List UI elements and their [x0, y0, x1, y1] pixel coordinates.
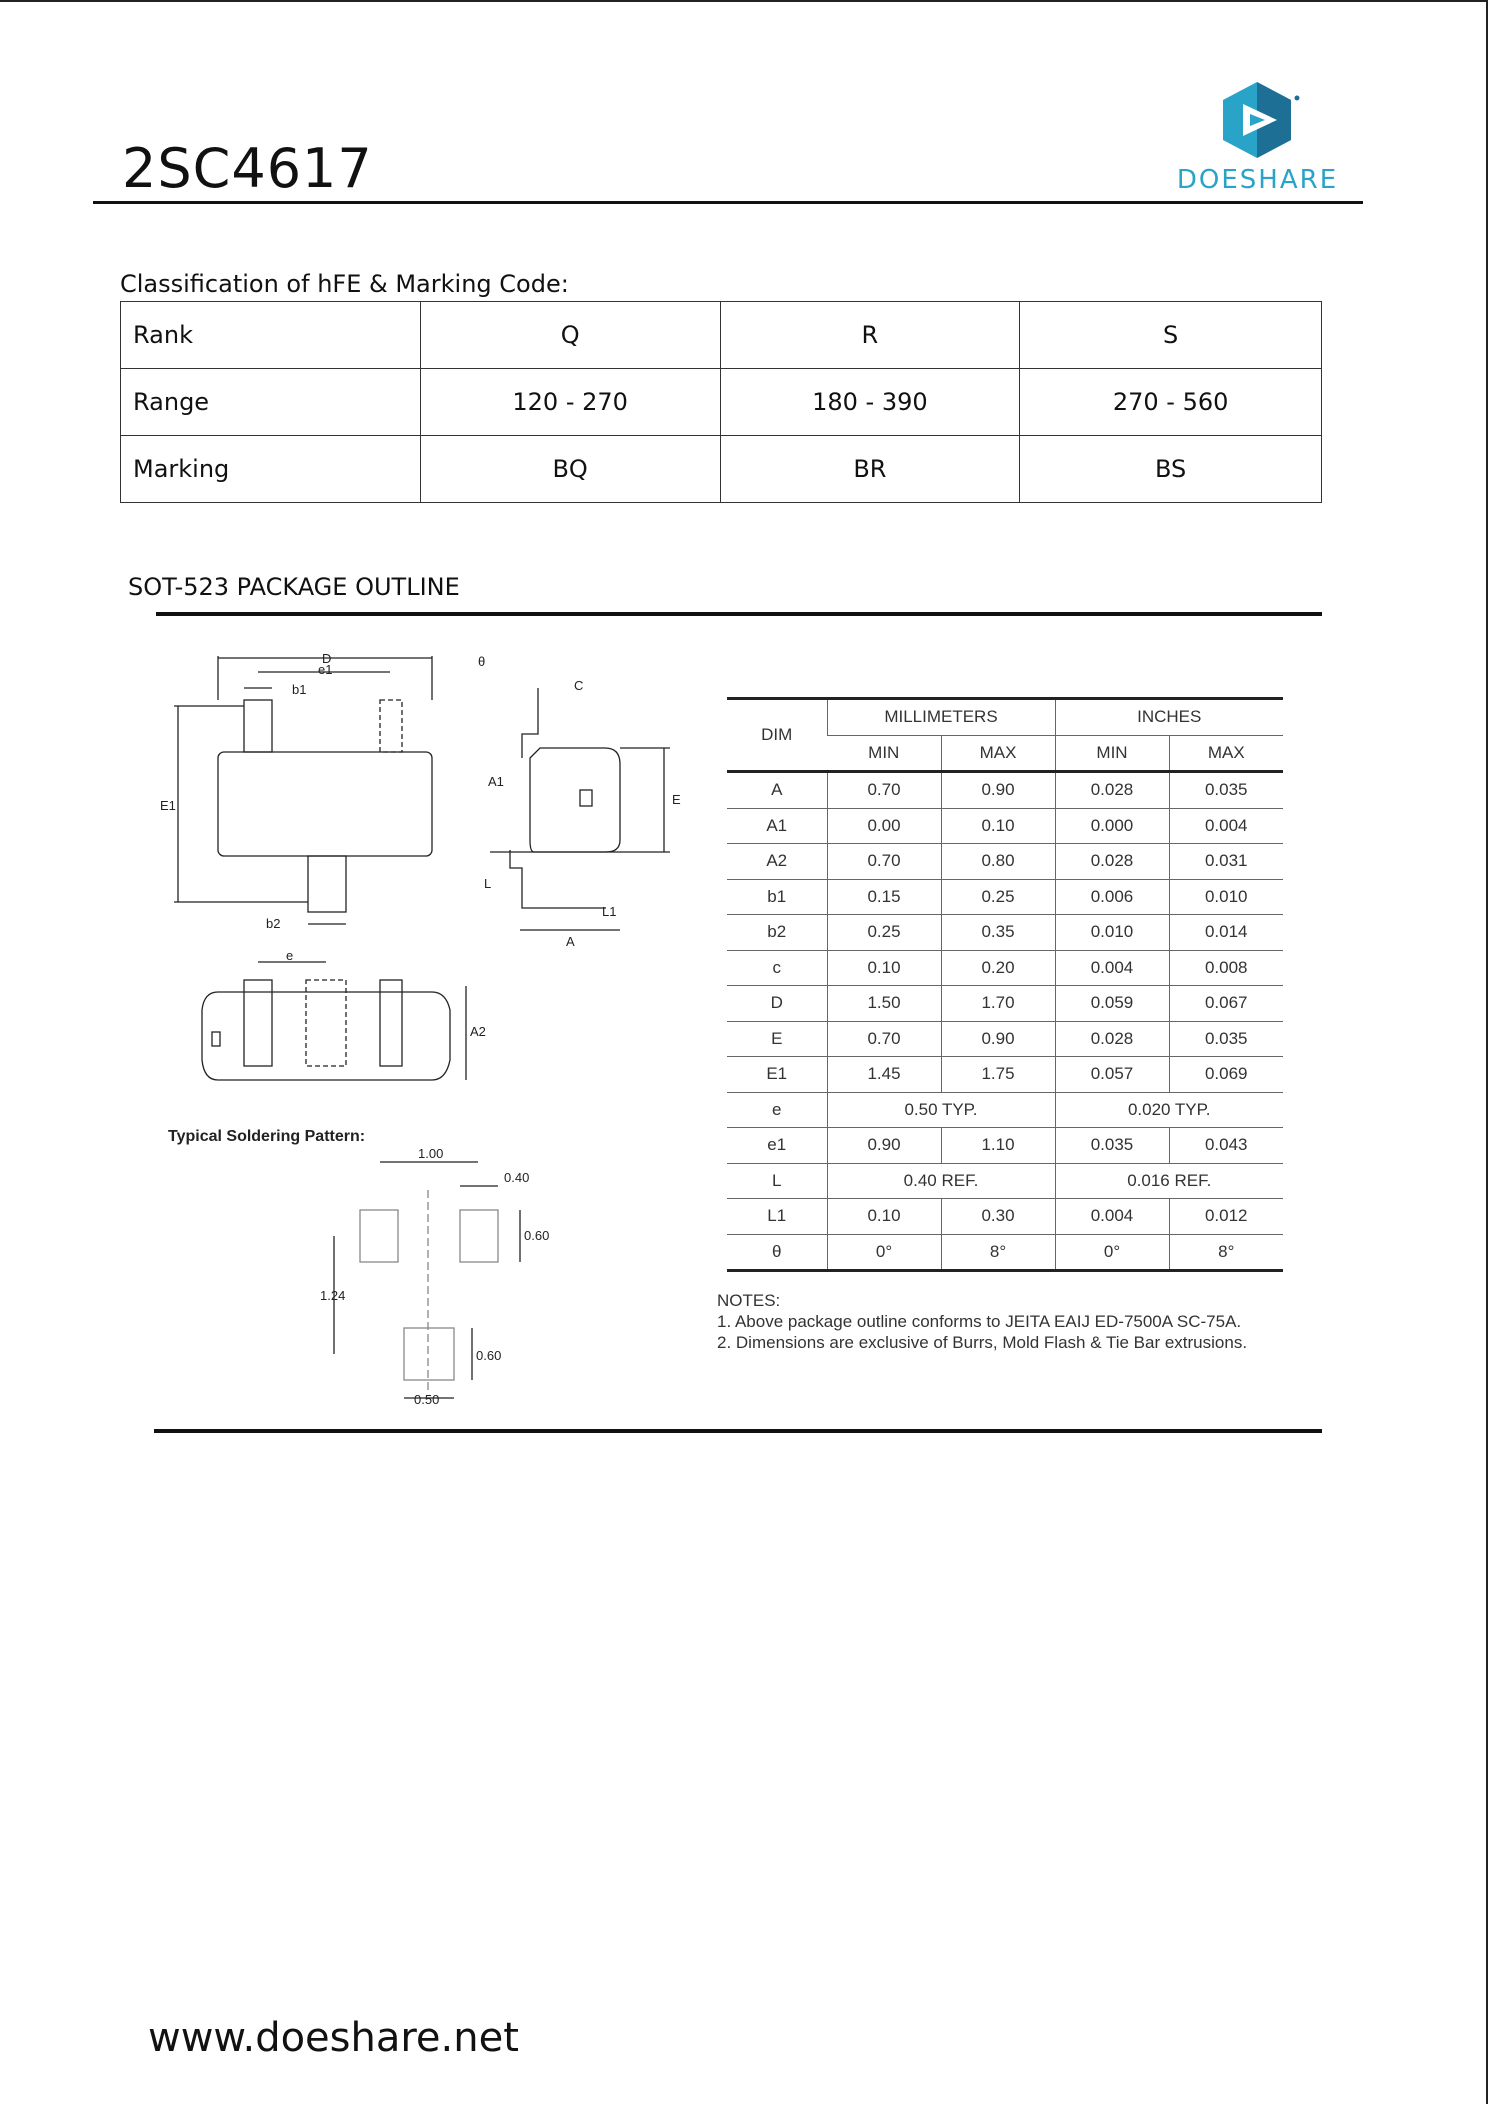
header-rule	[93, 201, 1363, 204]
dim-cell: L1	[727, 1199, 827, 1235]
mm-min-cell: 0.15	[827, 879, 941, 915]
mm-max-cell: 0.90	[941, 1021, 1055, 1057]
header-in-max: MAX	[1169, 735, 1283, 772]
mm-min-cell: 0.70	[827, 844, 941, 880]
in-min-cell: 0.004	[1055, 950, 1169, 986]
in-max-cell: 0.031	[1169, 844, 1283, 880]
in-max-cell: 0.012	[1169, 1199, 1283, 1235]
table-row	[121, 302, 1322, 369]
rank-r: R	[720, 302, 1020, 369]
front-view	[202, 948, 486, 1080]
dim-cell: D	[727, 986, 827, 1022]
label-D: D	[322, 651, 332, 666]
in-max-cell: 0.067	[1169, 986, 1283, 1022]
in-min-cell: 0.006	[1055, 879, 1169, 915]
range-q: 120 - 270	[420, 369, 720, 436]
mm-min-cell: 0.10	[827, 950, 941, 986]
mm-min-cell: 0°	[827, 1234, 941, 1271]
in-max-cell: 0.035	[1169, 772, 1283, 809]
table-row	[121, 369, 1322, 436]
logo-registered-mark	[1295, 96, 1300, 101]
dim-cell: e	[727, 1092, 827, 1128]
mm-span-cell: 0.50 TYP.	[827, 1092, 1055, 1128]
notes-title: NOTES:	[717, 1291, 781, 1310]
mm-max-cell: 0.90	[941, 772, 1055, 809]
dim-cell: θ	[727, 1234, 827, 1271]
label-E1: E1	[160, 798, 176, 813]
brand-name: DOESHARE	[1176, 165, 1339, 195]
in-max-cell: 0.010	[1169, 879, 1283, 915]
in-max-cell: 0.008	[1169, 950, 1283, 986]
label-b1: b1	[292, 682, 307, 697]
in-min-cell: 0.059	[1055, 986, 1169, 1022]
classification-caption: Classification of hFE & Marking Code:	[120, 270, 569, 298]
marking-q: BQ	[420, 436, 720, 503]
dimension-table	[727, 697, 1283, 1272]
marking-label: Marking	[121, 436, 421, 503]
side-view	[478, 654, 681, 949]
mm-max-cell: 0.35	[941, 915, 1055, 951]
in-min-cell: 0.035	[1055, 1128, 1169, 1164]
dim-cell: b1	[727, 879, 827, 915]
notes	[717, 1290, 1247, 1353]
mm-max-cell: 1.70	[941, 986, 1055, 1022]
mm-min-cell: 0.90	[827, 1128, 941, 1164]
package-rule-bottom	[154, 1429, 1322, 1433]
in-max-cell: 0.004	[1169, 808, 1283, 844]
note-2: 2. Dimensions are exclusive of Burrs, Mold Flash & Tie Bar extrusions.	[717, 1333, 1248, 1352]
rank-q: Q	[420, 302, 720, 369]
top-border	[0, 0, 1488, 2]
in-min-cell: 0.028	[1055, 1021, 1169, 1057]
dim-cell: L	[727, 1163, 827, 1199]
dim-cell: A1	[727, 808, 827, 844]
soldering-title: Typical Soldering Pattern:	[168, 1128, 366, 1145]
table-row	[727, 772, 1283, 809]
header-mm-max: MAX	[941, 735, 1055, 772]
in-max-cell: 0.043	[1169, 1128, 1283, 1164]
dim-cell: e1	[727, 1128, 827, 1164]
dim-cell: b2	[727, 915, 827, 951]
table-row	[727, 950, 1283, 986]
mm-max-cell: 0.20	[941, 950, 1055, 986]
package-rule-top	[156, 612, 1322, 616]
mm-min-cell: 1.50	[827, 986, 941, 1022]
solder-dim-4: 1.24	[320, 1288, 346, 1303]
footer-url: www.doeshare.net	[148, 2015, 519, 2061]
header-mm-min: MIN	[827, 735, 941, 772]
mm-min-cell: 0.00	[827, 808, 941, 844]
range-label: Range	[121, 369, 421, 436]
label-E: E	[672, 792, 681, 807]
top-view	[160, 651, 432, 931]
mm-max-cell: 0.25	[941, 879, 1055, 915]
label-A1: A1	[488, 774, 504, 789]
table-row	[727, 1021, 1283, 1057]
table-row	[727, 1199, 1283, 1235]
header-millimeters: MILLIMETERS	[827, 699, 1055, 736]
table-row	[121, 436, 1322, 503]
mm-max-cell: 0.30	[941, 1199, 1055, 1235]
label-b2: b2	[266, 916, 281, 931]
dim-cell: c	[727, 950, 827, 986]
dim-cell: E	[727, 1021, 827, 1057]
solder-dim-1: 1.00	[418, 1146, 444, 1161]
table-row	[727, 986, 1283, 1022]
in-min-cell: 0.028	[1055, 844, 1169, 880]
in-span-cell: 0.020 TYP.	[1055, 1092, 1283, 1128]
mm-max-cell: 0.80	[941, 844, 1055, 880]
in-min-cell: 0.004	[1055, 1199, 1169, 1235]
mm-max-cell: 1.10	[941, 1128, 1055, 1164]
table-row	[727, 879, 1283, 915]
in-span-cell: 0.016 REF.	[1055, 1163, 1283, 1199]
table-row	[727, 1057, 1283, 1093]
in-max-cell: 0.069	[1169, 1057, 1283, 1093]
solder-dim-5: 0.60	[476, 1348, 502, 1363]
label-C: C	[574, 678, 584, 693]
label-e: e	[286, 948, 294, 963]
in-min-cell: 0.057	[1055, 1057, 1169, 1093]
table-header-row	[727, 699, 1283, 736]
soldering-pattern	[168, 1128, 549, 1407]
table-row	[727, 1128, 1283, 1164]
header-inches: INCHES	[1055, 699, 1283, 736]
range-s: 270 - 560	[1020, 369, 1322, 436]
solder-dim-2: 0.40	[504, 1170, 530, 1185]
in-max-cell: 0.035	[1169, 1021, 1283, 1057]
package-outline-drawing	[150, 640, 710, 1420]
table-row	[727, 1163, 1283, 1199]
label-L: L	[484, 876, 492, 891]
note-1: 1. Above package outline conforms to JEITA EAIJ ED-7500A SC-75A.	[717, 1312, 1242, 1331]
in-max-cell: 0.014	[1169, 915, 1283, 951]
in-min-cell: 0.010	[1055, 915, 1169, 951]
table-row	[727, 1092, 1283, 1128]
mm-min-cell: 0.70	[827, 1021, 941, 1057]
table-row	[727, 915, 1283, 951]
mm-min-cell: 1.45	[827, 1057, 941, 1093]
rank-s: S	[1020, 302, 1322, 369]
in-min-cell: 0.000	[1055, 808, 1169, 844]
dim-cell: A	[727, 772, 827, 809]
page-title: 2SC4617	[122, 137, 373, 200]
mm-min-cell: 0.25	[827, 915, 941, 951]
table-row	[727, 844, 1283, 880]
classification-table	[120, 301, 1322, 503]
mm-min-cell: 0.10	[827, 1199, 941, 1235]
dim-cell: A2	[727, 844, 827, 880]
label-e1: e1	[318, 662, 333, 677]
package-caption: SOT-523 PACKAGE OUTLINE	[128, 573, 460, 601]
mm-span-cell: 0.40 REF.	[827, 1163, 1055, 1199]
marking-r: BR	[720, 436, 1020, 503]
label-L1: L1	[602, 904, 617, 919]
header-in-min: MIN	[1055, 735, 1169, 772]
dim-cell: E1	[727, 1057, 827, 1093]
solder-dim-6: 0.50	[414, 1392, 440, 1407]
in-max-cell: 8°	[1169, 1234, 1283, 1271]
mm-min-cell: 0.70	[827, 772, 941, 809]
label-A: A	[566, 934, 575, 949]
mm-max-cell: 1.75	[941, 1057, 1055, 1093]
table-row	[727, 1234, 1283, 1271]
label-A2: A2	[470, 1024, 486, 1039]
range-r: 180 - 390	[720, 369, 1020, 436]
in-min-cell: 0°	[1055, 1234, 1169, 1271]
mm-max-cell: 8°	[941, 1234, 1055, 1271]
in-min-cell: 0.028	[1055, 772, 1169, 809]
marking-s: BS	[1020, 436, 1322, 503]
solder-dim-3: 0.60	[524, 1228, 550, 1243]
mm-max-cell: 0.10	[941, 808, 1055, 844]
label-theta: θ	[478, 654, 486, 669]
table-row	[727, 808, 1283, 844]
rank-label: Rank	[121, 302, 421, 369]
header-dim: DIM	[727, 699, 827, 772]
